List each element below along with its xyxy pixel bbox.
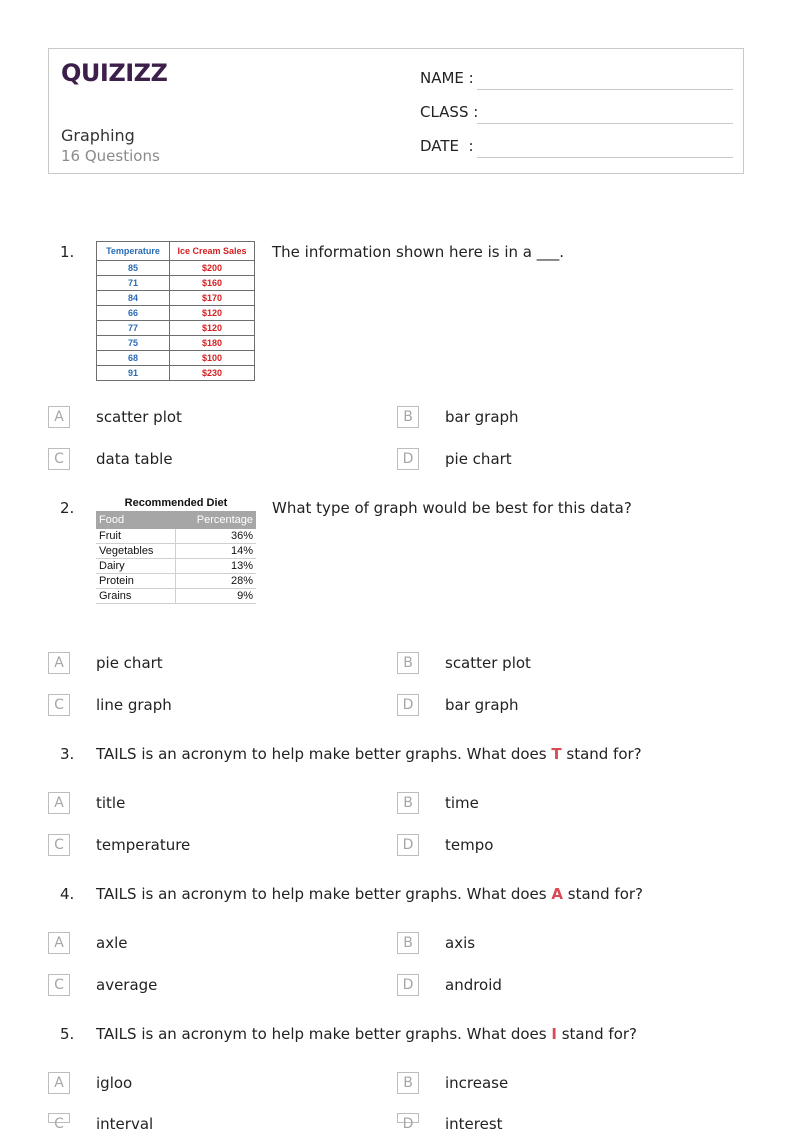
highlight-letter: A (551, 885, 563, 903)
option-b-box[interactable]: B (397, 1072, 419, 1094)
option-b-text[interactable]: bar graph (445, 408, 519, 426)
table-cell: $120 (170, 321, 255, 336)
option-d-box[interactable]: D (397, 694, 419, 716)
option-a-box[interactable]: A (48, 1072, 70, 1094)
option-c-text[interactable]: average (96, 976, 158, 994)
option-a-box[interactable]: A (48, 652, 70, 674)
option-c-box[interactable]: C (48, 834, 70, 856)
table-cell: 85 (97, 261, 170, 276)
option-b-text[interactable]: time (445, 794, 479, 812)
option-d-box[interactable]: D (397, 1113, 419, 1123)
table-cell: $200 (170, 261, 255, 276)
table-header: Ice Cream Sales (170, 242, 255, 261)
table-cell: 75 (97, 336, 170, 351)
date-label: DATE : (420, 137, 474, 155)
table-cell: $180 (170, 336, 255, 351)
option-b-box[interactable]: B (397, 792, 419, 814)
question-text-part: TAILS is an acronym to help make better graphs. What does (96, 885, 552, 903)
option-b-text[interactable]: increase (445, 1074, 509, 1092)
table-cell: 13% (175, 559, 256, 574)
table-cell: 77 (97, 321, 170, 336)
highlight-letter: T (551, 745, 562, 763)
table-cell: 66 (97, 306, 170, 321)
table-cell: 14% (175, 544, 256, 559)
name-label: NAME : (420, 69, 474, 87)
question-4-text (96, 885, 643, 903)
class-line (477, 123, 733, 124)
option-b-text[interactable]: axis (445, 934, 476, 952)
option-c-box[interactable]: C (48, 974, 70, 996)
option-d-text[interactable]: pie chart (445, 450, 512, 468)
option-a-text[interactable]: pie chart (96, 654, 163, 672)
table-header: Food (96, 511, 175, 529)
option-a-box[interactable]: A (48, 406, 70, 428)
table-cell: $100 (170, 351, 255, 366)
question-2-number: 2. (60, 499, 75, 517)
option-d-box[interactable]: D (397, 448, 419, 470)
option-b-box[interactable]: B (397, 932, 419, 954)
option-d-text[interactable]: bar graph (445, 696, 519, 714)
option-d-box[interactable]: D (397, 834, 419, 856)
question-5-number: 5. (60, 1025, 75, 1043)
question-2-text: What type of graph would be best for this data? (272, 499, 632, 517)
option-a-text[interactable]: scatter plot (96, 408, 182, 426)
option-c-text[interactable]: line graph (96, 696, 172, 714)
option-d-text[interactable]: interest (445, 1115, 503, 1133)
question-1-text: The information shown here is in a ___. (272, 243, 565, 261)
question-3-text (96, 745, 642, 763)
option-d-text[interactable]: android (445, 976, 502, 994)
option-a-box[interactable]: A (48, 792, 70, 814)
option-c-text[interactable]: data table (96, 450, 173, 468)
worksheet-title: Graphing (61, 126, 135, 145)
table-cell: 28% (175, 574, 256, 589)
question-5-text (96, 1025, 637, 1043)
name-line (477, 89, 733, 90)
table-cell: 36% (175, 529, 256, 544)
table-cell: 9% (175, 589, 256, 604)
option-d-text[interactable]: tempo (445, 836, 494, 854)
option-c-text[interactable]: temperature (96, 836, 191, 854)
option-b-text[interactable]: scatter plot (445, 654, 531, 672)
question-text-part: TAILS is an acronym to help make better graphs. What does (96, 745, 552, 763)
question-text-part: stand for? (561, 745, 642, 763)
table-cell: Grains (96, 589, 175, 604)
option-c-text[interactable]: interval (96, 1115, 154, 1133)
table-cell: 68 (97, 351, 170, 366)
highlight-letter: I (551, 1025, 557, 1043)
table-cell: Dairy (96, 559, 175, 574)
table-cell: $230 (170, 366, 255, 381)
question-text-part: stand for? (562, 885, 644, 903)
table-cell: Fruit (96, 529, 175, 544)
option-b-box[interactable]: B (397, 406, 419, 428)
ice-cream-table (96, 241, 255, 381)
option-a-text[interactable]: igloo (96, 1074, 133, 1092)
option-a-box[interactable]: A (48, 932, 70, 954)
option-c-box[interactable]: C (48, 1113, 70, 1123)
date-field[interactable] (420, 137, 474, 155)
option-a-text[interactable]: axle (96, 934, 128, 952)
quizizz-logo: QUIZIZZ (61, 59, 168, 87)
question-text-part: TAILS is an acronym to help make better graphs. What does (96, 1025, 552, 1043)
question-3-number: 3. (60, 745, 75, 763)
question-1-number: 1. (60, 243, 75, 261)
table-header: Temperature (97, 242, 170, 261)
table-header: Percentage (175, 511, 256, 529)
table-cell: 71 (97, 276, 170, 291)
diet-table (96, 497, 256, 604)
option-d-box[interactable]: D (397, 974, 419, 996)
option-b-box[interactable]: B (397, 652, 419, 674)
question-4-number: 4. (60, 885, 75, 903)
table-cell: 91 (97, 366, 170, 381)
question-count: 16 Questions (61, 147, 160, 165)
table-cell: Vegetables (96, 544, 175, 559)
question-text-part: stand for? (556, 1025, 638, 1043)
name-field[interactable] (420, 69, 474, 87)
option-c-box[interactable]: C (48, 448, 70, 470)
class-label: CLASS : (420, 103, 479, 121)
worksheet-header (48, 48, 744, 174)
table-caption: Recommended Diet (124, 497, 228, 509)
date-line (477, 157, 733, 158)
table-cell: $170 (170, 291, 255, 306)
table-cell: $120 (170, 306, 255, 321)
option-a-text[interactable]: title (96, 794, 126, 812)
table-cell: $160 (170, 276, 255, 291)
option-c-box[interactable]: C (48, 694, 70, 716)
table-cell: 84 (97, 291, 170, 306)
class-field[interactable] (420, 103, 478, 121)
table-cell: Protein (96, 574, 175, 589)
